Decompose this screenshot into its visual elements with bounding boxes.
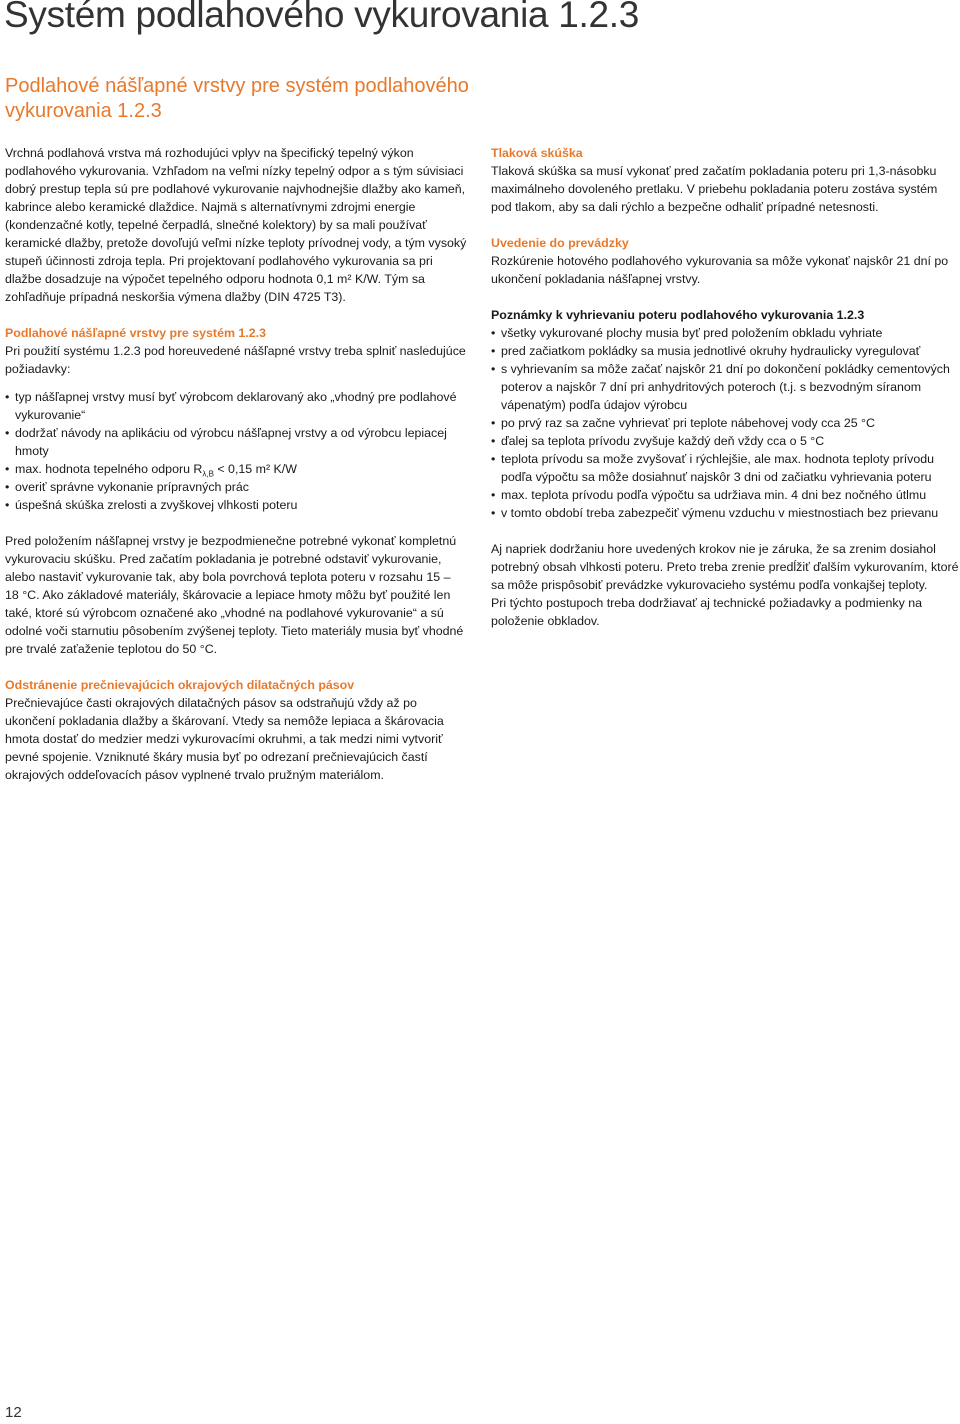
curing-paragraph: Aj napriek dodržaniu hore uvedených krokov nie je záruka, že sa zrenim dosiahol potrebný obsah vlhkosti poteru. Preto treba zrenie predĺžiť ďalším vykurovaním, ktoré sa môže prispôsobiť prevádzke vykurovacieho systému podľa vonkajšej teploty. [491, 542, 959, 592]
section-heading: Podlahové nášľapné vrstvy pre systém podlahového vykurovania 1.2.3 [5, 75, 469, 122]
bullet-icon: • [491, 434, 496, 448]
list-item: • typ nášľapnej vrstvy musí byť výrobcom deklarovaný ako „vhodný pre podlahové vykurovanie“ [5, 390, 457, 422]
bullet-icon: • [491, 488, 496, 502]
list-item: • v tomto období treba zabezpečiť výmenu vzduchu v miestnostiach bez prievanu [491, 506, 939, 520]
pressure-test-paragraph: Tlaková skúška sa musí vykonať pred začatím pokladania poteru pri 1,3-násobku maximálneho dovoleného pretlaku. V priebehu pokladania poteru zostáva systém pod tlakom, aby sa dali rýchlo a bezpečne odhaliť prípadné netesnosti. [491, 164, 938, 214]
dilatation-paragraph: Prečnievajúce časti okrajových dilatačných pásov sa odstraňujú vždy až po ukončení pokladania dlažby a škárovaní. Vtedy sa nemôže lepiaca a škárovacia hmota dostať do medzier medzi vykurovacími okruhmi, a tak medzi nimi vytvoriť pevné spojenie. Vzniknuté škáry musia byť po odrezaní prečnievajúcich častí okrajových oddeľovacích pásov vyplnené trvalo pružným materiálom. [5, 696, 444, 782]
subheading-notes: Poznámky k vyhrievaniu poteru podlahového vykurovania 1.2.3 [491, 308, 865, 322]
list-item: • pred začiatkom pokládky sa musia jednotlivé okruhy hydraulicky vyregulovať [491, 344, 921, 358]
notes-list [491, 324, 959, 522]
subheading-commissioning: Uvedenie do prevádzky [491, 236, 629, 250]
subheading-dilatation: Odstránenie prečnievajúcich okrajových dilatačných pásov [5, 678, 355, 692]
bullet-icon: • [491, 326, 496, 340]
list-item: • teplota prívodu sa može zvyšovať i rýchlejšie, ale max. hodnota teploty prívodu podľa výpočtu sa môže dosiahnuť najskôr 3 dni od začiatku vyhrievania poteru [491, 452, 935, 484]
bullet-icon: • [491, 452, 496, 466]
bullet-icon: • [491, 416, 496, 430]
subheading-layers: Podlahové nášľapné vrstvy pre systém 1.2.3 [5, 326, 266, 340]
requirements-paragraph: Pri týchto postupoch treba dodržiavať aj technické požiadavky a podmienky na položenie obkladov. [491, 596, 922, 628]
list-item: • overiť správne vykonanie prípravných prác [5, 480, 249, 494]
bullet-icon: • [5, 498, 10, 512]
bullet-icon: • [5, 462, 10, 476]
bullet-icon: • [491, 362, 496, 376]
page-title: Systém podlahového vykurovania 1.2.3 [4, 0, 640, 35]
list-item: • max. hodnota tepelného odporu $R_{\lambda,B} < 0,15$ m² K/W [5, 462, 297, 479]
heating-test-paragraph: Pred položením nášľapnej vrstvy je bezpodmienečne potrebné vykonať kompletnú vykurovaciu skúšku. Pred začatím pokladania je potrebné odstaviť vykurovanie, alebo nastaviť vykurovanie tak, aby bola povrchová teplota poteru v rozsahu 15 – 18 °C. Ako základové materiály, škárovacie a lepiace hmoty môžu byť použité len také, ktoré sú výrobcom označené ako „vhodné na podlahové vykurovanie“ a sú odolné voči starnutiu pôsobením zvýšenej teploty. Tieto materiály musia byť vhodné pre trvalé zaťaženie teplotou do 50 °C. [5, 534, 464, 656]
intro-paragraph: Vrchná podlahová vrstva má rozhodujúci vplyv na špecifický tepelný výkon podlahového vykurovania. Vzhľadom na veľmi nízky tepelný odpor a s tým súvisiaci dobrý prestup tepla sú pre podlahové vykurovanie najvhodnejšie dlažby ako kameň, kabrince alebo keramické dlaždice. Najmä s alternatívnymi zdrojmi energie (kondenzačné kotly, tepelné čerpadlá, slnečné kolektory) by sa mali používať keramické dlažby, pretože dovoľujú veľmi nízke teploty prívodnej vody, a tým vysoký stupeň účinnosti zdroja tepla. Pri projektovaní podlahového vykurovania sa pri dlažbe dosadzuje na výpočet tepelného odporu hodnota 0,1 m² K/W. Tým sa zohľadňuje prípadná neskoršia výmena dlažby (DIN 4725 T3). [5, 146, 467, 304]
left-column [5, 144, 467, 784]
page-number: 12 [5, 1404, 22, 1421]
list-item: • max. teplota prívodu podľa výpočtu sa udržiava min. 4 dni bez nočného útlmu [491, 488, 927, 502]
right-column [491, 144, 959, 630]
list-item: • s vyhrievaním sa môže začať najskôr 21 dní po dokončení pokládky cementových poterov a najskôr 7 dní pri anhydritových poteroch (t.j. s bezvodným síranom vápenatým) podľa údajov výrobcu [491, 362, 950, 412]
layers-intro: Pri použití systému 1.2.3 pod horeuvedené nášľapné vrstvy treba splniť nasledujúce požiadavky: [5, 344, 466, 376]
requirements-list [5, 388, 467, 514]
bullet-icon: • [5, 426, 10, 440]
list-item: • po prvý raz sa začne vyhrievať pri teplote nábehovej vody cca 25 °C [491, 416, 875, 430]
list-item: • úspešná skúška zrelosti a zvyškovej vlhkosti poteru [5, 498, 298, 512]
list-item: • všetky vykurované plochy musia byť pred položením obkladu vyhriate [491, 326, 883, 340]
bullet-icon: • [491, 506, 496, 520]
subheading-pressure-test: Tlaková skúška [491, 146, 583, 160]
list-item: • dodržať návody na aplikáciu od výrobcu nášľapnej vrstvy a od výrobcu lepiacej hmoty [5, 426, 447, 458]
bullet-icon: • [5, 480, 10, 494]
list-item: • ďalej sa teplota prívodu zvyšuje každý deň vždy cca o 5 °C [491, 434, 825, 448]
bullet-icon: • [5, 390, 10, 404]
bullet-icon: • [491, 344, 496, 358]
commissioning-paragraph: Rozkúrenie hotového podlahového vykurovania sa môže vykonať najskôr 21 dní po ukončení pokladania nášľapnej vrstvy. [491, 254, 949, 286]
